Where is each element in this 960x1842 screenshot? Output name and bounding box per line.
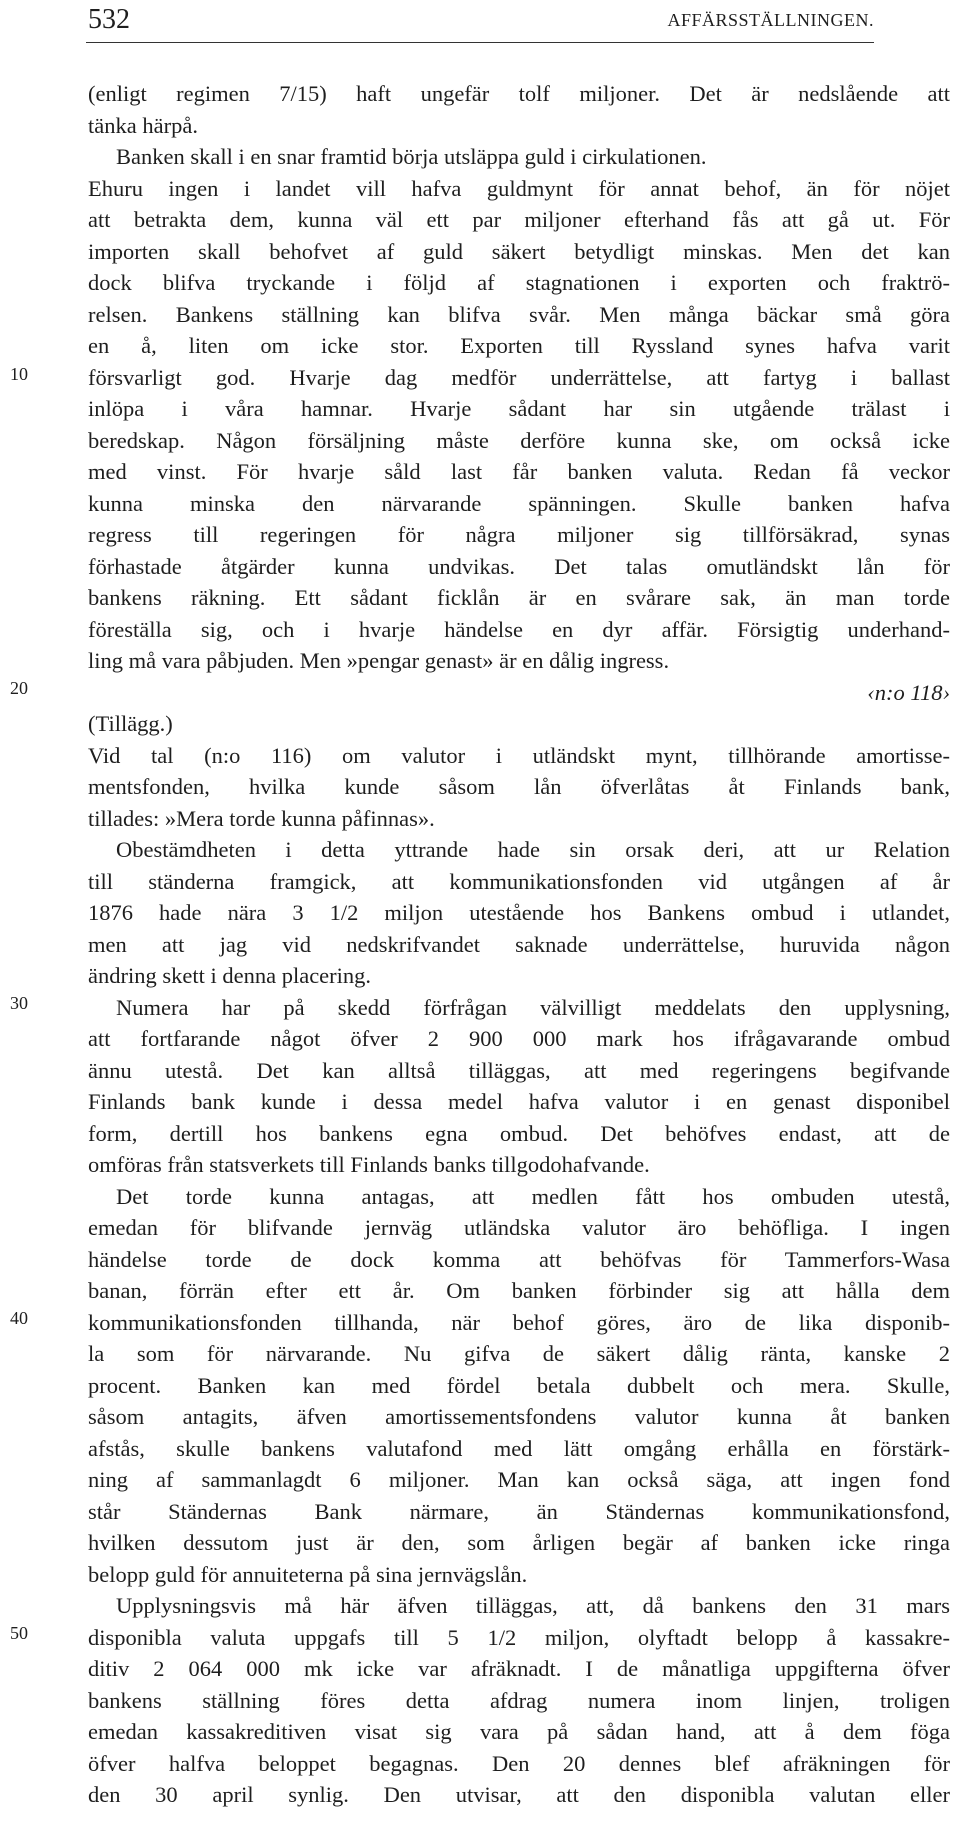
- text-line: en å, liten om icke stor. Exporten till Ryssland synes hafva varit: [88, 333, 950, 358]
- line-number: 20: [10, 678, 28, 698]
- text-line: men att jag vid nedskrifvandet saknade underrättelse, huruvida någon: [88, 931, 950, 957]
- text-line: hvilken dessutom just är den, som årligen begär af banken icke ringa: [88, 1530, 950, 1555]
- text-line: att betrakta dem, kunna väl ett par miljoner efterhand fås att gå ut. För: [88, 207, 950, 232]
- text-line: att fortfarande något öfver 2 900 000 mark hos ifrågavarande ombud: [88, 1026, 950, 1051]
- text-line: kommunikationsfonden tillhanda, när behof göres, äro de lika disponib-: [88, 1309, 950, 1335]
- text-line: la som för närvarande. Nu gifva de säkert dålig ränta, kanske 2: [88, 1341, 950, 1366]
- text-line: afstås, skulle bankens valutafond med lätt omgång erhålla en förstärk-: [88, 1435, 950, 1461]
- text-line: med vinst. För hvarje såld last får banken valuta. Redan få veckor: [88, 459, 950, 484]
- text-line: mentsfonden, hvilka kunde såsom lån öfverlåtas åt Finlands bank,: [88, 774, 950, 799]
- text-line: förhastade åtgärder kunna undvikas. Det talas omutländskt lån för: [88, 553, 950, 579]
- text-line: till ständerna framgick, att kommunikationsfonden vid utgången af år: [88, 868, 950, 894]
- line-number: 50: [10, 1623, 28, 1643]
- text-line: (Tillägg.): [88, 711, 173, 736]
- line-number: 30: [10, 993, 28, 1013]
- text-line: omföras från statsverkets till Finlands banks tillgodohafvande.: [88, 1152, 650, 1177]
- text-line: Upplysningsvis må här äfven tilläggas, att, då bankens den 31 mars: [116, 1593, 950, 1618]
- text-line: belopp guld för annuiteterna på sina jernvägslån.: [88, 1561, 528, 1587]
- text-line: ditiv 2 064 000 mk icke var afräknadt. I de månatliga uppgifterna öfver: [88, 1656, 950, 1681]
- text-line: bankens räkning. Ett sådant ficklån är en svårare sak, än man torde: [88, 585, 950, 610]
- text-line: Obestämdheten i detta yttrande hade sin orsak deri, att ur Relation: [116, 837, 950, 862]
- line-number: 40: [10, 1308, 28, 1328]
- text-line: ning af sammanlagdt 6 miljoner. Man kan också säga, att ingen fond: [88, 1467, 950, 1492]
- text-line: händelse torde de dock komma att behöfvas för Tammerfors-Wasa: [88, 1246, 950, 1272]
- header-rule: [86, 42, 874, 43]
- text-line: emedan för blifvande jernväg utländska valutor äro behöfliga. I ingen: [88, 1215, 950, 1240]
- text-line: bankens ställning föres detta afdrag numera inom linjen, troligen: [88, 1687, 950, 1713]
- text-line: ännu utestå. Det kan alltså tilläggas, att med regeringens begifvande: [88, 1057, 950, 1083]
- text-line: Numera har på skedd förfrågan välvilligt meddelats den upplysning,: [116, 994, 950, 1020]
- text-line: procent. Banken kan med fördel betala dubbelt och mera. Skulle,: [88, 1372, 950, 1398]
- line-number: 10: [10, 364, 28, 384]
- page-number: 532: [88, 4, 130, 35]
- text-line: Finlands bank kunde i dessa medel hafva valutor i en genast disponibel: [88, 1089, 950, 1114]
- text-line: Banken skall i en snar framtid börja utsläppa guld i cirkulationen.: [116, 144, 707, 169]
- text-line: försvarligt god. Hvarje dag medför underrättelse, att fartyg i ballast: [88, 364, 950, 390]
- text-line: står Ständernas Bank närmare, än Ständernas kommunikationsfond,: [88, 1498, 950, 1524]
- text-line: Det torde kunna antagas, att medlen fått hos ombuden utestå,: [116, 1183, 950, 1209]
- text-line: den 30 april synlig. Den utvisar, att den disponibla valutan eller: [88, 1782, 950, 1807]
- text-line: ändring skett i denna placering.: [88, 963, 372, 988]
- text-line: Ehuru ingen i landet vill hafva guldmynt för annat behof, än för nöjet: [88, 175, 950, 201]
- text-line: 1876 hade nära 3 1/2 miljon utestående hos Bankens ombud i utlandet,: [88, 900, 950, 925]
- text-line: ling må vara påbjuden. Men »pengar genast» är en dålig ingress.: [88, 648, 670, 673]
- text-line: importen skall behofvet af guld säkert betydligt minskas. Men det kan: [88, 238, 950, 264]
- text-line: (enligt regimen 7/15) haft ungefär tolf miljoner. Det är nedslående att: [88, 81, 950, 106]
- text-line: kunna minska den närvarande spänningen. Skulle banken hafva: [88, 490, 950, 516]
- text-line: regress till regeringen för några miljoner sig tillförsäkrad, synas: [88, 522, 950, 547]
- text-line: tänka härpå.: [88, 112, 198, 138]
- text-line: banan, förrän efter ett år. Om banken förbinder sig att hålla dem: [88, 1278, 950, 1303]
- text-line: beredskap. Någon försäljning måste derföre kunna ske, om också icke: [88, 427, 950, 453]
- document-number: ‹n:o 118›: [867, 679, 950, 705]
- running-head: AFFÄRSSTÄLLNINGEN.: [667, 10, 874, 30]
- text-line: såsom antagits, äfven amortissementsfondens valutor kunna åt banken: [88, 1404, 950, 1429]
- text-line: Vid tal (n:o 116) om valutor i utländskt mynt, tillhörande amortisse-: [88, 742, 950, 768]
- text-line: öfver halfva beloppet begagnas. Den 20 dennes blef afräkningen för: [88, 1750, 950, 1776]
- text-line: föreställa sig, och i hvarje händelse en dyr affär. Försigtig underhand-: [88, 616, 950, 642]
- text-line: dock blifva tryckande i följd af stagnationen i exporten och fraktrö-: [88, 270, 950, 295]
- text-line: tillades: »Mera torde kunna påfinnas».: [88, 805, 435, 831]
- text-line: disponibla valuta uppgafs till 5 1/2 miljon, olyftadt belopp å kassakre-: [88, 1624, 950, 1650]
- text-line: form, dertill hos bankens egna ombud. Det behöfves endast, att de: [88, 1120, 950, 1146]
- text-line: relsen. Bankens ställning kan blifva svår. Men många bäckar små göra: [88, 301, 950, 327]
- body-text: [88, 78, 950, 1811]
- text-line: inlöpa i våra hamnar. Hvarje sådant har sin utgående trälast i: [88, 396, 950, 421]
- text-line: emedan kassakreditiven visat sig vara på sådan hand, att å dem föga: [88, 1719, 950, 1744]
